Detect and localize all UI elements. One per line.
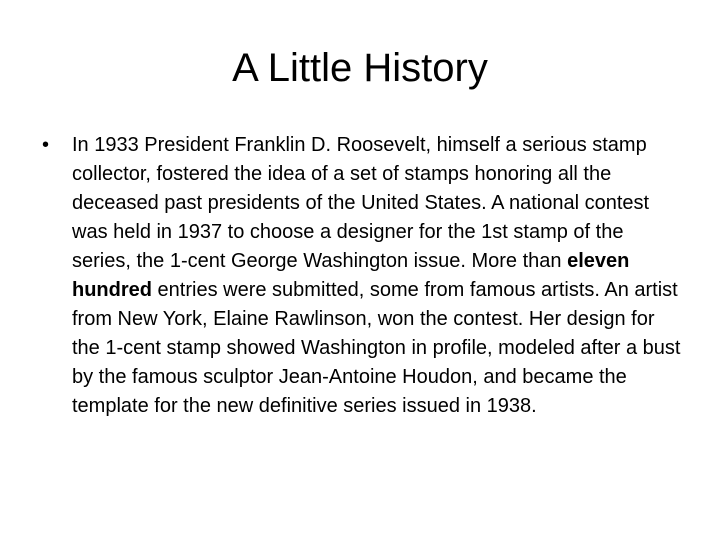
bullet-text-bold: eleven hundred [72,250,630,301]
bullet-item [42,131,682,421]
bullet-list [42,131,682,421]
bullet-text-before: In 1933 President Franklin D. Roosevelt, himself a serious stamp collector, fostered the idea of a set of stamps honoring all the deceased past presidents of the United States. A national contest was held in 1937 to choose a designer for the 1st stamp of the series, the 1-cent George Washington issue. More than [72,134,650,272]
slide-title: A Little History [232,46,488,90]
bullet-marker: • [42,134,50,156]
bullet-text-after: entries were submitted, some from famous artists. An artist from New York, Elaine Rawlinson, won the contest. Her design for the 1-cent stamp showed Washington in profile, modeled after a bust by the famous sculptor Jean-Antoine Houdon, and became the template for the new definitive series issued in 1938. [72,279,681,417]
bullet-text [72,131,682,421]
